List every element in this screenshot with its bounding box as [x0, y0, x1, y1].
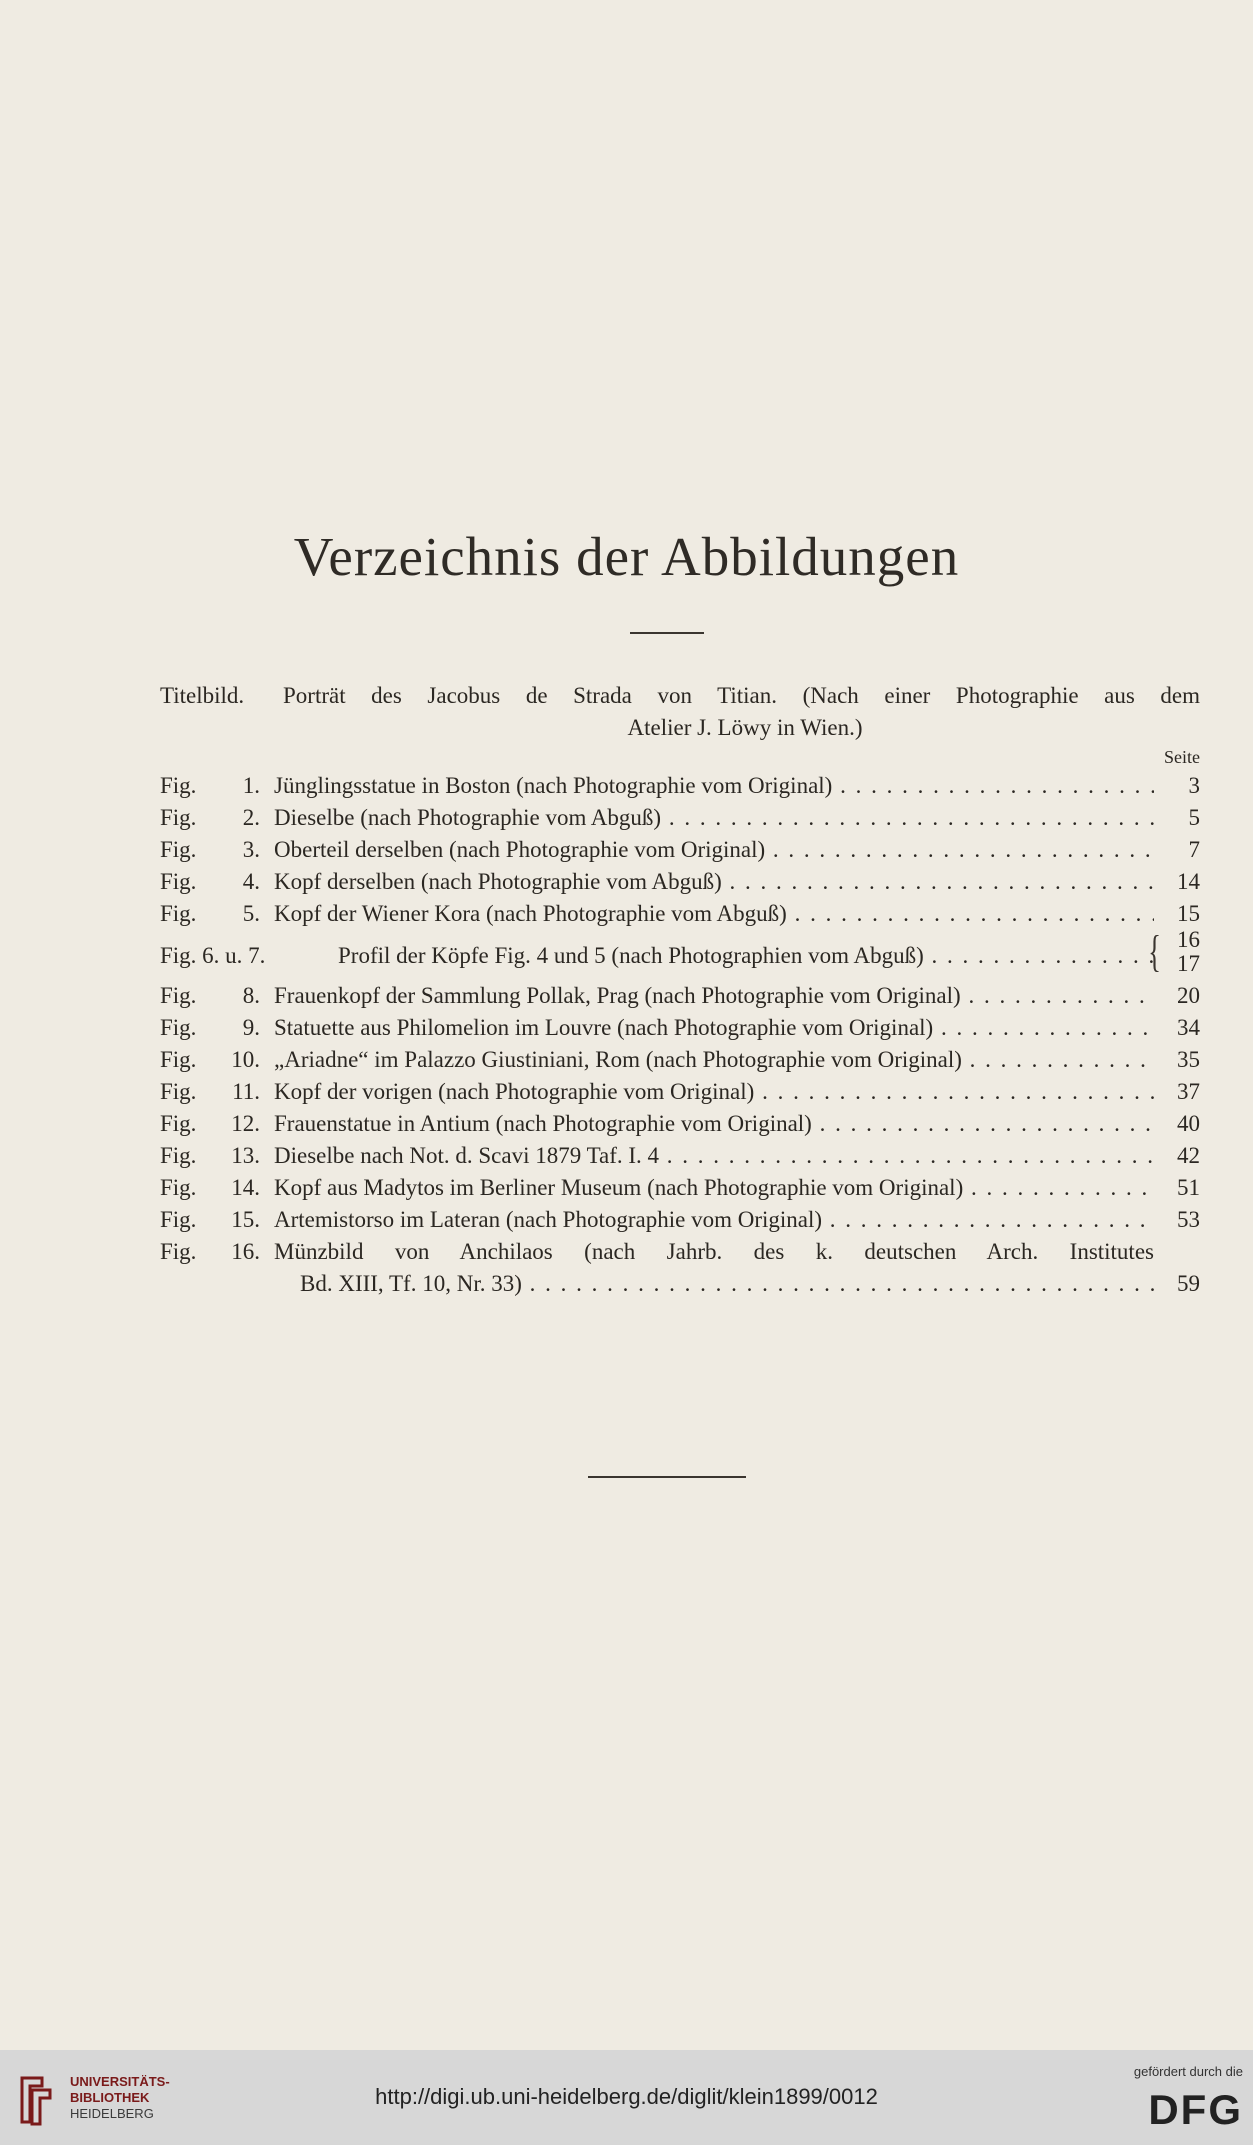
- fig-label: Fig.: [160, 901, 197, 926]
- fig-number: 5.: [242, 901, 260, 926]
- fig-label: Fig.: [160, 773, 197, 798]
- fig-description: Artemistorso im Lateran (nach Photographie vom Original) . . .: [274, 1204, 1154, 1236]
- page-number: 7: [1188, 837, 1200, 862]
- fig-label: Fig. 6. u. 7.: [160, 943, 266, 968]
- fig-label: Fig.: [160, 1111, 197, 1136]
- fig-label: Fig.: [160, 1047, 197, 1072]
- titelbild-line1: Porträt des Jacobus de Strada von Titian. (Nach einer Photographie aus dem: [283, 683, 1200, 708]
- fig-description: Kopf aus Madytos im Berliner Museum (nach Photographie vom Original) . . .: [274, 1172, 1154, 1204]
- fig-description: Jünglingsstatue in Boston (nach Photographie vom Original) . . .: [274, 770, 1154, 802]
- page-number: 15: [1177, 901, 1200, 926]
- dfg-logo: DFG: [1148, 2086, 1243, 2133]
- fig-label: Fig.: [160, 1207, 197, 1232]
- titelbild-label: Titelbild.: [160, 683, 245, 708]
- titelbild-line2: Atelier J. Löwy in Wien.): [627, 715, 863, 740]
- fig-number: 12.: [231, 1111, 260, 1136]
- fig-description: Kopf der Wiener Kora (nach Photographie vom Abguß) . . .: [274, 898, 1154, 930]
- footer-bar: [0, 2050, 1253, 2145]
- fig-number: 8.: [242, 983, 260, 1008]
- fig-description: Profil der Köpfe Fig. 4 und 5 (nach Photographien vom Abguß) . . .: [338, 940, 1154, 972]
- fig-description: Frauenkopf der Sammlung Pollak, Prag (nach Photographie vom Original) . . .: [274, 980, 1154, 1012]
- fig-number: 16.: [231, 1239, 260, 1264]
- fig-description: Frauenstatue in Antium (nach Photographie vom Original) . . .: [274, 1108, 1154, 1140]
- list-item: [160, 1076, 1200, 1108]
- fig-number: 9.: [242, 1015, 260, 1040]
- list-item: [160, 834, 1200, 866]
- list-item: [160, 1140, 1200, 1172]
- dfg-caption: gefördert durch die: [1133, 2064, 1243, 2079]
- list-item: [160, 770, 1200, 802]
- page-number: 5: [1188, 805, 1200, 830]
- fig-label: Fig.: [160, 805, 197, 830]
- list-item: [160, 1044, 1200, 1076]
- fig-number: 3.: [242, 837, 260, 862]
- fig-description: Oberteil derselben (nach Photographie vom Original) . . .: [274, 834, 1154, 866]
- source-url[interactable]: http://digi.ub.uni-heidelberg.de/diglit/klein1899/0012: [375, 2084, 878, 2109]
- list-item: [160, 1108, 1200, 1140]
- page-number: 20: [1177, 983, 1200, 1008]
- page-number: 17: [1177, 951, 1200, 976]
- fig-label: Fig.: [160, 1239, 197, 1264]
- fig-label: Fig.: [160, 1079, 197, 1104]
- page-number: 51: [1177, 1175, 1200, 1200]
- page-number: 37: [1177, 1079, 1200, 1104]
- page-title: Verzeichnis der Abbildungen: [293, 526, 960, 587]
- list-item: [160, 866, 1200, 898]
- page-number: 35: [1177, 1047, 1200, 1072]
- fig-number: 14.: [231, 1175, 260, 1200]
- fig-number: 11.: [232, 1079, 260, 1104]
- list-item: [160, 1172, 1200, 1204]
- fig-description: Kopf der vorigen (nach Photographie vom Original) . . .: [274, 1076, 1154, 1108]
- page-number: 3: [1188, 773, 1200, 798]
- fig-description: Dieselbe (nach Photographie vom Abguß) . . .: [274, 802, 1154, 834]
- fig-number: 10.: [231, 1047, 260, 1072]
- fig-description: Dieselbe nach Not. d. Scavi 1879 Taf. I. 4 . . .: [274, 1140, 1154, 1172]
- seite-header: Seite: [1164, 747, 1200, 767]
- end-divider: [588, 1476, 746, 1478]
- fig-description: „Ariadne“ im Palazzo Giustiniani, Rom (nach Photographie vom Original) . . .: [274, 1044, 1154, 1076]
- page-number: 40: [1177, 1111, 1200, 1136]
- fig-label: Fig.: [160, 1143, 197, 1168]
- titelbild-entry: [160, 680, 1200, 744]
- fig-number: 13.: [231, 1143, 260, 1168]
- list-item: [160, 927, 1200, 980]
- list-item: [160, 1204, 1200, 1236]
- fig-description: Statuette aus Philomelion im Louvre (nach Photographie vom Original) . . .: [274, 1012, 1154, 1044]
- library-name-line3: HEIDELBERG: [70, 2106, 154, 2121]
- page-number: 16: [1177, 927, 1200, 952]
- fig-description: Kopf derselben (nach Photographie vom Abguß) . . .: [274, 866, 1154, 898]
- fig-label: Fig.: [160, 983, 197, 1008]
- fig-description-continued: Bd. XIII, Tf. 10, Nr. 33) . . .: [300, 1268, 1154, 1300]
- fig-number: 2.: [242, 805, 260, 830]
- fig-label: Fig.: [160, 1015, 197, 1040]
- list-item: [160, 1236, 1200, 1300]
- fig-description: Münzbild von Anchilaos (nach Jahrb. des k. deutschen Arch. Institutes: [274, 1239, 1154, 1264]
- page-number: 53: [1177, 1207, 1200, 1232]
- fig-number: 1.: [242, 773, 260, 798]
- fig-label: Fig.: [160, 869, 197, 894]
- list-item: [160, 1012, 1200, 1044]
- page-number: 42: [1177, 1143, 1200, 1168]
- fig-number: 15.: [231, 1207, 260, 1232]
- title-divider: [630, 632, 704, 634]
- fig-label: Fig.: [160, 1175, 197, 1200]
- brace-icon: {: [1148, 927, 1161, 976]
- page-number-pair: [1144, 928, 1200, 978]
- page-number: 34: [1177, 1015, 1200, 1040]
- library-name-line1: UNIVERSITÄTS-: [70, 2074, 170, 2089]
- fig-number: 4.: [242, 869, 260, 894]
- fig-label: Fig.: [160, 837, 197, 862]
- page-number: 14: [1177, 869, 1200, 894]
- list-item: [160, 898, 1200, 930]
- figure-list: [160, 680, 1200, 1300]
- list-item: [160, 980, 1200, 1012]
- list-item: [160, 802, 1200, 834]
- library-name-line2: BIBLIOTHEK: [70, 2090, 150, 2105]
- page-number: 59: [1177, 1271, 1200, 1296]
